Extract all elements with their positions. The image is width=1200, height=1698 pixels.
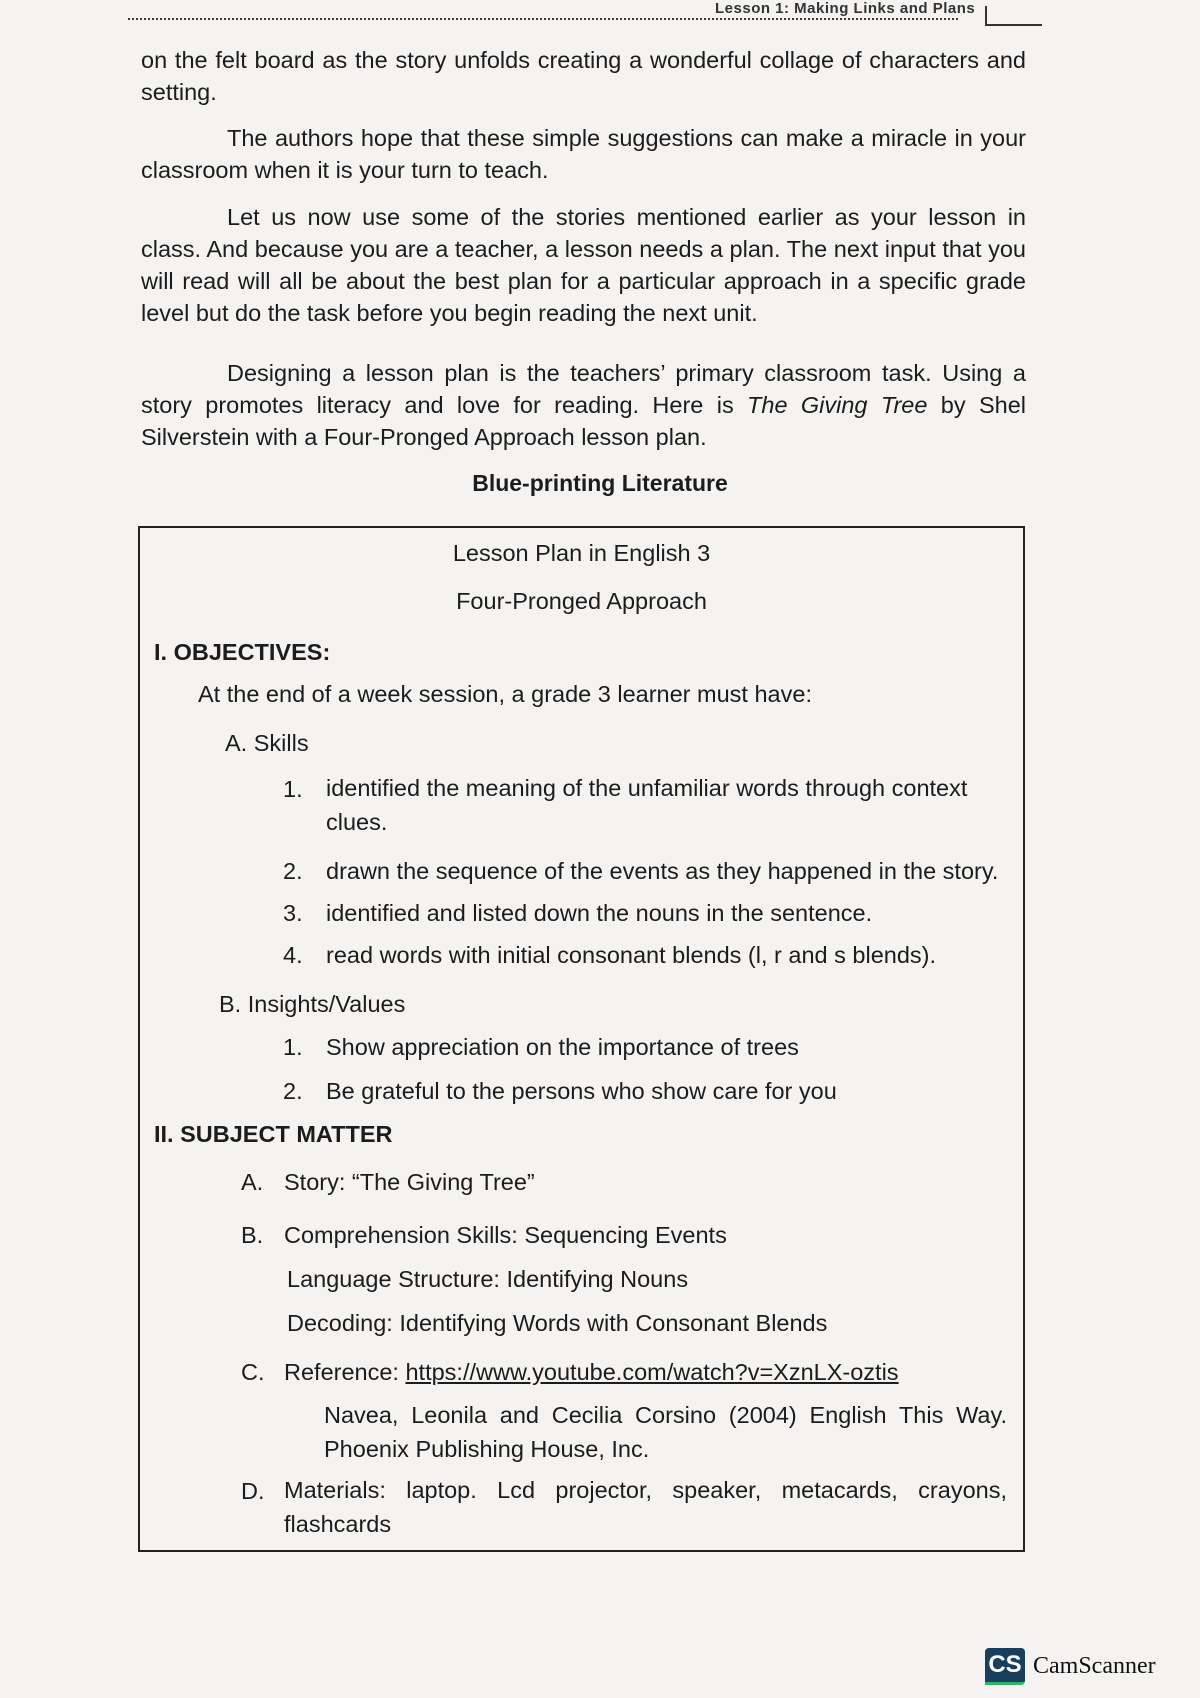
item-letter: A. bbox=[241, 1169, 264, 1195]
value-number: 2. bbox=[283, 1078, 303, 1104]
section-title: Blue-printing Literature bbox=[472, 470, 728, 496]
value-number: 1. bbox=[283, 1034, 303, 1060]
skills-heading: A. Skills bbox=[225, 730, 309, 756]
camscanner-watermark bbox=[985, 1648, 1156, 1685]
values-heading: B. Insights/Values bbox=[219, 991, 406, 1017]
paragraph-felt-board: on the felt board as the story unfolds creating a wonderful collage of characters and setting. bbox=[141, 47, 1026, 105]
skill-number: 4. bbox=[283, 942, 303, 968]
skill-item: drawn the sequence of the events as they happened in the story. bbox=[326, 858, 999, 884]
reference-book: Navea, Leonila and Cecilia Corsino (2004) English This Way. Phoenix Publishing House, Inc. bbox=[324, 1402, 1007, 1462]
skill-number: 1. bbox=[283, 776, 303, 802]
skill-item: identified the meaning of the unfamiliar words through context clues. bbox=[326, 775, 968, 835]
paragraph-text-end: by Shel Silverstein with a Four-Pronged Approach lesson plan. bbox=[141, 392, 1026, 450]
camscanner-logo-icon: CS bbox=[985, 1648, 1025, 1685]
objectives-heading: I. OBJECTIVES: bbox=[154, 639, 331, 665]
paragraph-designing-lesson bbox=[141, 357, 1026, 453]
language-structure-line: Language Structure: Identifying Nouns bbox=[287, 1266, 689, 1292]
header-corner-mark bbox=[985, 6, 1042, 26]
item-letter: B. bbox=[241, 1222, 264, 1248]
subject-matter-heading: II. SUBJECT MATTER bbox=[154, 1121, 393, 1147]
paragraph-lesson-plan-intro: Let us now use some of the stories mentioned earlier as your lesson in class. And because you are a teacher, a lesson needs a plan. The next input that you will read will all be about the best plan for a particular approach in a specific grade level but do the task before you begin reading the next unit. bbox=[141, 204, 1026, 326]
reference-link[interactable]: https://www.youtube.com/watch?v=XznLX-oztis bbox=[405, 1359, 899, 1385]
plan-title: Lesson Plan in English 3 bbox=[452, 540, 711, 566]
book-title: The Giving Tree bbox=[747, 392, 928, 418]
story-line: Story: “The Giving Tree” bbox=[284, 1169, 535, 1195]
reference-line bbox=[284, 1359, 899, 1386]
objectives-intro: At the end of a week session, a grade 3 learner must have: bbox=[198, 681, 812, 707]
skill-number: 2. bbox=[283, 858, 303, 884]
lesson-plan-box bbox=[138, 526, 1025, 1552]
skill-item: identified and listed down the nouns in the sentence. bbox=[326, 900, 873, 926]
plan-subtitle: Four-Pronged Approach bbox=[456, 588, 707, 614]
camscanner-name: CamScanner bbox=[1033, 1653, 1156, 1679]
decoding-line: Decoding: Identifying Words with Consonant Blends bbox=[287, 1310, 828, 1336]
skill-item: read words with initial consonant blends (l, r and s blends). bbox=[326, 942, 937, 968]
header-rule bbox=[128, 18, 958, 30]
materials-line: Materials: laptop. Lcd projector, speaker, metacards, crayons, flashcards bbox=[284, 1477, 1007, 1537]
skill-number: 3. bbox=[283, 900, 303, 926]
paragraph-authors-hope: The authors hope that these simple suggestions can make a miracle in your classroom when it is your turn to teach. bbox=[141, 125, 1026, 183]
reference-label: Reference: bbox=[284, 1359, 406, 1385]
item-letter: D. bbox=[241, 1478, 265, 1504]
paragraph-text-start: Designing a lesson plan is the teachers’ primary classroom task. Using a story promotes literacy and love for reading. Here is bbox=[141, 360, 1026, 418]
running-header: Lesson 1: Making Links and Plans bbox=[715, 0, 976, 17]
comprehension-skills-line: Comprehension Skills: Sequencing Events bbox=[284, 1222, 727, 1248]
item-letter: C. bbox=[241, 1359, 265, 1385]
value-item: Show appreciation on the importance of trees bbox=[326, 1034, 799, 1060]
value-item: Be grateful to the persons who show care for you bbox=[326, 1078, 837, 1104]
